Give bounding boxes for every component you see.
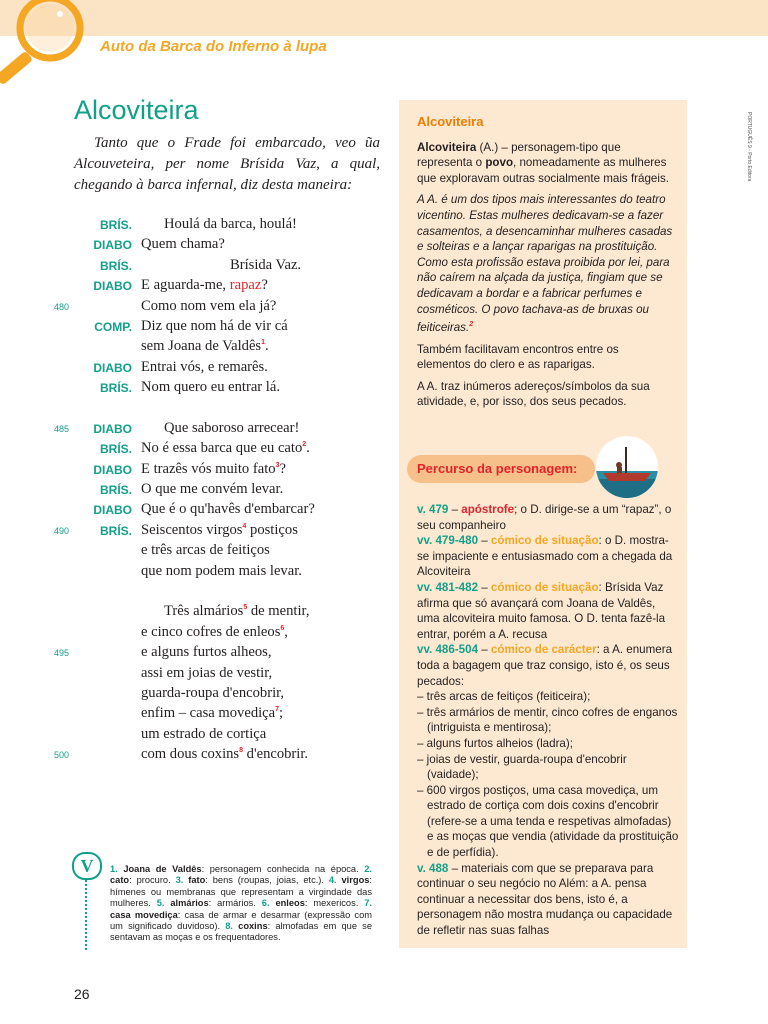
percurso-item: v. 488 – materiais com que se preparava para continuar o seu negócio no Além: a A. pensa continuar a necessitar dos bens, isto é, a personagem não mostra mudança ou capacidade de refletir nas suas falhas xyxy=(417,861,673,938)
gloss-definition: : bens (roupas, joias, etc.). xyxy=(205,875,329,886)
gloss-term: almários xyxy=(170,898,209,909)
footnote-marker: 8 xyxy=(239,747,244,755)
verse-line xyxy=(30,481,390,501)
speaker-label: BRÍS. xyxy=(99,381,132,396)
verse-text: No é essa barca que eu cato$^2$. xyxy=(141,440,310,457)
list-item: – três armários de mentir, cinco cofres de enganos (intriguista e mentirosa); xyxy=(417,705,678,735)
boat-icon xyxy=(595,435,659,499)
verse-text: um estrado de cortiça xyxy=(141,725,267,742)
glossary-text xyxy=(110,864,372,944)
magnifier-icon xyxy=(0,0,92,95)
gloss-definition: : mexericos. xyxy=(304,898,365,909)
page-title: Alcoviteira xyxy=(74,95,199,125)
verse-line xyxy=(30,359,390,379)
verse-line xyxy=(30,705,390,725)
intro-paragraph: Tanto que o Frade foi embarcado, veo ũa Alcouveteira, per nome Brísida Vaz, a qual, chegando à barca infernal, diz desta maneira: xyxy=(74,135,380,193)
verse-number: 495 xyxy=(54,648,70,659)
verse-number: 500 xyxy=(54,750,70,761)
verse-line xyxy=(30,257,390,277)
percurso-item: vv. 486-504 – cómico de carácter: a A. enumera toda a bagagem que traz consigo, isto é, os seus pecados: xyxy=(417,643,673,688)
verse-line xyxy=(30,542,390,562)
verse-text: Que é o qu'havês d'embarcar? xyxy=(141,501,315,518)
footnote-marker: 3 xyxy=(275,461,280,469)
speaker-label: DIABO xyxy=(93,279,132,294)
page-number: 26 xyxy=(74,986,90,1002)
list-item: – joias de vestir, guarda-roupa d'encobrir (vaidade); xyxy=(417,752,627,782)
verse-line xyxy=(30,501,390,521)
verse-line xyxy=(30,277,390,297)
verse-text: assi em joias de vestir, xyxy=(141,664,273,681)
gloss-definition: : hímenes ou membranas que representam a virgindade das mulheres. xyxy=(110,875,373,909)
vocabulary-badge-icon: V xyxy=(72,852,102,880)
verse-line xyxy=(30,400,390,420)
verse-text: e três arcas de feitiços xyxy=(141,542,270,559)
percurso-label: Percurso da personagem: xyxy=(407,455,595,483)
percurso-item: v. 479 – apóstrofe; o D. dirige-se a um “rapaz”, o seu companheiro xyxy=(417,503,672,532)
gloss-definition: : armários. xyxy=(208,898,262,909)
list-item: – 600 virgos postiços, uma casa movediça, um estrado de cortiça com dois coxins d'encobrir (refere-se a uma tenda e respetivas almofadas) e as moças que vendia (atividade da prostituição e de perfídia). xyxy=(417,783,679,860)
sidebar-description: A A. é um dos tipos mais interessantes do teatro vicentino. Estas mulheres dedicavam-se a fazer casamentos, a desencaminhar mulheres casadas e solteiras e a lançar raparigas na prostituição. Como esta profissão estava proibida por lei, para não caírem na alçada da justiça, fingiam que se dedicavam a bordar e a fabricar perfumes e cosméticos. O povo tachava-as de bruxas ou feiticeiras.$^2$ xyxy=(417,193,673,334)
footnote-marker: 6 xyxy=(280,624,285,632)
gloss-number: 3. xyxy=(175,875,189,886)
verse-line xyxy=(30,216,390,236)
verse-text: sem Joana de Valdês$^1$. xyxy=(141,338,269,355)
verse-text: O que me convém levar. xyxy=(141,481,284,498)
verse-line xyxy=(30,644,390,664)
speaker-label: BRÍS. xyxy=(99,218,132,232)
verse-line xyxy=(30,298,390,318)
verse-line xyxy=(30,583,390,603)
gloss-definition: : procuro. xyxy=(129,875,176,886)
highlighted-word: rapaz xyxy=(229,277,262,294)
speaker-label: COMP. xyxy=(94,319,132,334)
sidebar-content xyxy=(417,114,675,416)
sidebar-note: Também facilitavam encontros entre os elementos do clero e as raparigas. xyxy=(417,342,619,372)
gloss-term: fato xyxy=(188,875,206,886)
gloss-number: 5. xyxy=(156,898,171,909)
verse-line xyxy=(30,746,390,766)
verse-text: que nom podem mais levar. xyxy=(141,562,302,579)
gloss-number: 1. xyxy=(110,864,124,874)
verse-text: Quem chama? xyxy=(141,236,225,253)
gloss-number: 8. xyxy=(225,921,239,932)
sidebar-note-2: A A. traz inúmeros adereços/símbolos da sua atividade, e, por isso, dos seus pecados. xyxy=(417,379,650,409)
verse-number: 490 xyxy=(54,525,70,536)
percurso-content xyxy=(417,502,679,939)
verse-line xyxy=(30,338,390,358)
speaker-label: DIABO xyxy=(93,238,132,253)
verse-line xyxy=(30,440,390,460)
gloss-term: virgos xyxy=(341,875,370,886)
speaker-label: BRÍS. xyxy=(99,523,132,538)
sidebar-panel xyxy=(399,100,687,948)
percurso-item: vv. 479-480 – cómico de situação: o D. mostra-se impaciente e entusiasmado com a chegada da Alcoviteira xyxy=(417,534,673,579)
verse-text: Brísida Vaz. xyxy=(230,256,302,273)
footnote-marker: 4 xyxy=(242,523,247,530)
speaker-label: BRÍS. xyxy=(99,258,132,273)
verse-line xyxy=(30,726,390,746)
verse-line xyxy=(30,624,390,644)
verse-text: Que saboroso arrecear! xyxy=(164,419,300,436)
glossary xyxy=(72,852,372,950)
verse-text: E aguarda-me, rapaz? xyxy=(141,277,268,294)
verse-line xyxy=(30,685,390,705)
verse-number: 480 xyxy=(54,301,70,312)
top-band xyxy=(0,0,768,36)
list-item: – alguns furtos alheios (ladra); xyxy=(417,736,573,750)
sins-list xyxy=(417,689,679,861)
verse-text: Como nom vem ela já? xyxy=(141,297,277,314)
gloss-number: 4. xyxy=(328,875,342,886)
gloss-number: 6. xyxy=(261,898,276,909)
verse-number: 485 xyxy=(54,423,70,434)
gloss-term: enleos xyxy=(275,898,305,909)
verse-line xyxy=(30,603,390,623)
glossary-divider xyxy=(85,880,87,950)
footnote-marker: 7 xyxy=(275,706,280,714)
footnote-marker: 2 xyxy=(302,441,307,449)
chapter-title: Auto da Barca do Inferno à lupa xyxy=(100,38,327,55)
speaker-label: DIABO xyxy=(93,360,132,375)
gloss-term: cato xyxy=(110,875,130,886)
gloss-number: 7. xyxy=(364,898,372,909)
sidebar-definition: Alcoviteira (A.) – personagem-tipo que representa o povo, nomeadamente as mulheres que exploravam outras socialmente mais frágeis. xyxy=(417,140,669,185)
footnote-marker: 1 xyxy=(261,339,266,347)
sidebar-title: Alcoviteira xyxy=(417,114,484,129)
verse-line xyxy=(30,665,390,685)
verse-line xyxy=(30,379,390,399)
verse-text: E trazês vós muito fato$^3$? xyxy=(141,460,286,477)
verse-text: com dous coxins$^8$ d'encobrir. xyxy=(141,746,309,763)
gloss-definition: : almofadas em que se sentavam as moças e os frequentadores. xyxy=(110,921,372,943)
verse-line xyxy=(30,461,390,481)
gloss-definition: : casa de armar e desarmar (expressão com um significado duvidoso). xyxy=(110,909,372,932)
footnote-marker: 5 xyxy=(243,604,248,612)
verse-text: Seiscentos virgos$^4$ postiços xyxy=(141,521,298,538)
gloss-definition: : personagem conhecida na época. xyxy=(201,864,365,874)
speaker-label: DIABO xyxy=(93,421,132,436)
gloss-number: 2. xyxy=(364,864,372,874)
verse-line xyxy=(30,420,390,440)
speaker-label: DIABO xyxy=(93,462,132,477)
verse-text: Diz que nom há de vir cá xyxy=(141,317,288,334)
verse-line xyxy=(30,563,390,583)
verse-line xyxy=(30,236,390,256)
speaker-label: BRÍS. xyxy=(99,483,132,498)
list-item: – três arcas de feitiços (feiticeira); xyxy=(417,690,591,704)
gloss-term: casa movediça xyxy=(110,909,178,920)
verse-text: Nom quero eu entrar lá. xyxy=(141,379,280,396)
verse-line xyxy=(30,318,390,338)
verse-text: e cinco cofres de enleos$^6$, xyxy=(141,623,288,640)
verse-text: Três almários$^5$ de mentir, xyxy=(164,603,310,620)
speaker-label: DIABO xyxy=(93,503,132,518)
verse-text: e alguns furtos alheos, xyxy=(141,644,272,661)
verse-text: Houlá da barca, houlá! xyxy=(164,216,297,232)
speaker-label: BRÍS. xyxy=(99,442,132,457)
verse-text: Entrai vós, e remarês. xyxy=(141,358,268,375)
verse-text: enfim – casa movediça$^7$; xyxy=(141,705,284,722)
percurso-item: vv. 481-482 – cómico de situação: Brísida Vaz afirma que só avançará com Joana de Valdês, uma alcoviteira muito famosa. O D. tenta fazê-la entrar, porém a A. recusa xyxy=(417,580,666,641)
verse-block xyxy=(30,216,390,767)
verse-text: guarda-roupa d'encobrir, xyxy=(141,684,285,701)
gloss-term: coxins xyxy=(238,921,268,932)
verse-line xyxy=(30,522,390,542)
vertical-credit: PORTUGUÊS 9 · Porto Editora xyxy=(746,112,752,182)
gloss-term: Joana de Valdês xyxy=(123,864,202,874)
